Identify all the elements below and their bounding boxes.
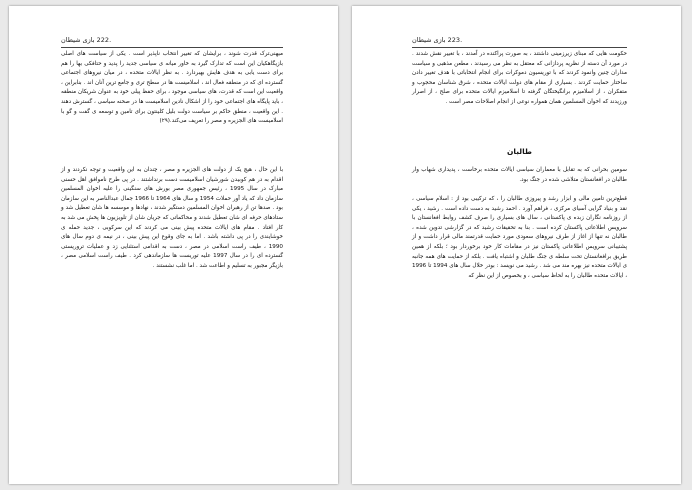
page-header: .223 بازی شیطان xyxy=(412,36,463,44)
document-page-left xyxy=(9,6,338,484)
page-body xyxy=(412,166,627,196)
page-body xyxy=(412,50,627,138)
paragraph: قطع‌ترین تامین مالی و ابزار رشد و پیروزی طالبان را ، که ترکیبی بود از : اسلام سیاسی ، نقد و بنیاد گرایی آسیای مرکزی ، فراهم آورد . احمد رشید به دست داده است . رشید ، یکی از روزنامه نگاران زبده ی پاکستانی ، سال های بسیاری را صرف کشف روابط افغانستان با سرویس اطلاعاتی پاکستان کرده است . بنا به تحقیقات رشید که در گزارشی تدوین شده ، طالبان نه تنها از اغاز از طرف نیروهای سعودی مورد حمایت قدرتمند مالی قرار داشت و از پشتیبانی سرویس اطلاعاتی پاکستان نیز در مقامات کار خود برخوردار بود ؛ بلکه از همین طریق برافغانستان تحت سلطه ی جنگ طلبان و اشتباه یافت . بلکه از حمایت های همه جانبه ی ایالات متحده نیز بهره مند می شد . رشید می نویسد : بودر خلال سال های 1994 تا 1996 ، ایالات متحده طالبان را به لحاظ سیاسی ، و بخصوص از این نظر که xyxy=(412,196,627,279)
page-body xyxy=(61,50,283,158)
page-body xyxy=(61,166,283,311)
header-rule xyxy=(61,47,283,48)
section xyxy=(412,147,627,157)
paragraph: با این حال ، هیچ یک از دولت های الجزیره و مصر ، چندان به این واقعیت و توجه نکردند و از اقدام به در هم کوبیدن شورشیان اسلامیست دست برنداشتند . در پی طرح ناموافق اهل حسنی مبارک در سال 1995 ، رئیس جمهوری مصر بورش های سنگینی را علیه اخوان المسلمین سازمان داد که یاد آور حملات 1954 و سال های 1964 تا 1966 جمال عبدالناصر به این سازمان بود . صدها تن از رهبران اخوان المسلمین دستگیر شدند ، نهادها و موسسه ها شان تعطیل شد و ستادهای حرفه ای شان تعطیل شدند و محاکماتی که جریان شان از تلویزیون ها پخش می شد به کار افتاد . مقام های ایالات متحده پیش بینی می کردند که این سرکوبی ، جدید حمله ی خوشایندی را در پی داشته باشد . اما به جای وقوع این پیش بینی ، در نیمه ی دوم سال های 1990 ، طیف راست اسلامی در مصر ، دست به اقدامی استثنایی زد و عملیات تروریستی گسترده ای را در سال 1997 علیه توریست ها سازماندهی کرد . طیف راست اسلامی مصر ، بازیگر مجبور به تسلیم و اطاعت شد . اما غلب نشستند . xyxy=(61,167,283,269)
header-rule xyxy=(412,47,627,48)
document-page-right xyxy=(352,6,681,484)
page-header: .222 بازی شیطان xyxy=(61,36,112,44)
section-heading: طالبان xyxy=(507,147,532,156)
page-body xyxy=(412,195,627,311)
paragraph: سومین بحرانی که به تقابل با معماران سیاسی ایالات متحده برخاست ، پدیداری شهاب وار طالبان در افغانستان متلاشی شده در جنگ بود. xyxy=(412,167,627,183)
paragraph: حکومت هایی که مبنای زیرزمینی داشتند ، به صورت پراکنده در آمدند ، با تغییر نقش شدند . در مورد آن دسته از نظریه پردازانی که معتقل به نظر می رسیدند ، مطعن مذهبی و سیاست مداران چنین وانمود کردند که با توریسیون دموکرات برای انجام انتخاباتی با هدف تغییر دادن ساختار حمایت کردند . بسیاری از مقام های دولت ایالات متحده ، شرق شناسان محجوب و متفکران ، از اسلامیزم برانگیختگان گرفته تا اسلامیزم ایالات متحده برای صلح ، از اصرار ورزیدند که اخوان المسلمین همان همواره نوعی از انجام اصلاحات مصر است . xyxy=(412,51,627,105)
paragraph: میهنی‌ترک قدرت شوند ، برایشان که تغییر انتخاب ناپذیر است . یکی از سیاست های اصلی بازیگاهکیان این است که تدارک گیرد به خاور میانه ی سیاسی جدید را پدید و حتافکی بها را هم برای دست یابی به هدف هایش بهبردارد . به نظر ایالات متحده ، در میان نیروهای اجتماعی گسترده ای که در منطقه فعال اند ، اسلامیست ها در سطح تری و جامع ترین آنان اند . بنابراین ، واقعیت این است که قدرت، های سیاسی موجود ، برای حفظ پیلی خود به عنوان شریکان منطقه ، باید پایگاه های اجتماعی خود را از اشکال نادین اسلامیست ها در صحنه سیاسی ، گسترش دهند . این واقعیت ، منطق حاکم بر سیاست دولت بلیل کلینتون برای تامین و توسعه ی گفت و گو با اسلامیست های الجزیره و مصر را تعریف می‌کند.(۲۹) xyxy=(61,51,283,125)
